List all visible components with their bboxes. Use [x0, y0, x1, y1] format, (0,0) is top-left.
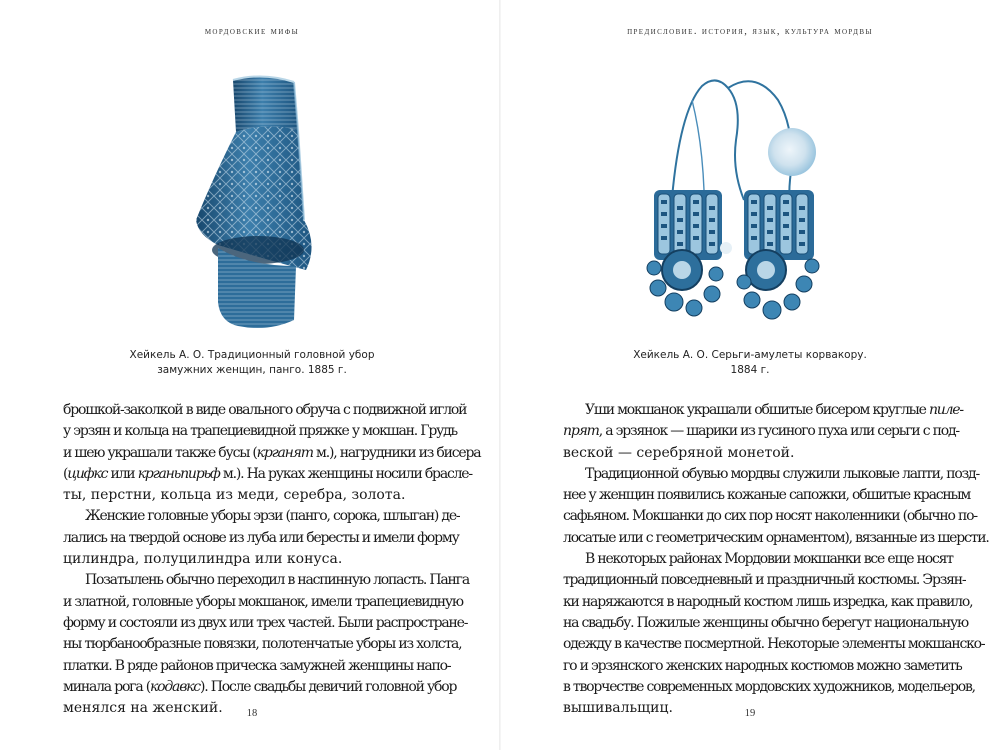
text-line: ны тюрбанообразные повязки, полотенчатые уборы из холста,	[63, 636, 462, 653]
figure-caption-left	[0, 348, 504, 378]
text-line: лались на твердой основе из луба или бересты и имели форму	[63, 529, 459, 546]
italic-term: цифкс	[67, 465, 108, 482]
page-number-right: 19	[744, 708, 756, 719]
text-line: цилиндра, полуцилиндра или конуса.	[63, 551, 343, 568]
headdress-illustration	[178, 70, 338, 340]
text-line: Женские головные уборы эрзи (панго, сорока, шлыган) де-	[85, 508, 460, 525]
caption-line: Хейкель А. О. Традиционный головной убор	[129, 349, 375, 361]
text-line: лосатые или с геометрическим орнаментом), вязанные из шерсти.	[563, 529, 989, 546]
caption-line: 1884 г.	[730, 364, 770, 376]
text-line: минала рога (кодавкс). После свадьбы девичий головной убор	[63, 678, 457, 695]
text-line: нее у женщин появились кожаные сапожки, обшитые красным	[563, 487, 971, 504]
text-line: форму и состояли из двух или трех частей. Были распростране-	[63, 614, 468, 631]
page-number-left: 18	[246, 708, 258, 719]
italic-term: кодавкс	[149, 678, 200, 695]
right-page	[500, 0, 1000, 750]
figure-earrings	[500, 70, 1000, 340]
text-line: на свадьбу. Пожилые женщины обычно берегут национальную	[563, 614, 968, 631]
italic-term: крганят	[256, 444, 313, 461]
italic-term: крганьпирьф	[137, 465, 220, 482]
text-line: у эрзян и кольца на трапециевидной пряжке у мокшан. Грудь	[63, 423, 457, 440]
text-line: сафьяном. Мокшанки до сих пор носят наколенники (обычно по-	[563, 508, 977, 525]
figure-caption-right	[500, 348, 1000, 378]
running-head-right: предисловие. история, язык, культура мордвы	[627, 26, 873, 37]
text-line: Позатылень обычно переходил в наспинную лопасть. Панга	[85, 572, 469, 589]
text-line: одежду в качестве посмертной. Некоторые элементы мокшанско-	[563, 636, 985, 653]
text-line: ты, перстни, кольца из меди, серебра, золота.	[63, 487, 406, 504]
italic-term: прят	[563, 423, 599, 440]
text-line: В некоторых районах Мордовии мокшанки все еще носят	[585, 551, 953, 568]
text-line: веской — серебряной монетой.	[563, 444, 795, 461]
earrings-illustration	[632, 70, 832, 340]
text-line: ки наряжаются в народный костюм лишь изредка, как правило,	[563, 593, 973, 610]
text-line: менялся на женский.	[63, 700, 223, 717]
caption-line: Хейкель А. О. Серьги-амулеты корвакору.	[633, 349, 867, 361]
text-line: вышивальщиц.	[563, 700, 673, 717]
text-line: брошкой-заколкой в виде овального обруча с подвижной иглой	[63, 402, 467, 418]
text-line: Традиционной обувью мордвы служили лыковые лапти, позд-	[585, 465, 979, 482]
text-line: в творчестве современных мордовских художников, модельеров,	[563, 678, 975, 695]
running-head-left: мордовские мифы	[204, 26, 300, 37]
text-line: и злaтной, головные уборы мокшанок, имели трапециевидную	[63, 593, 463, 610]
text-line: (цифкс или крганьпирьф м.). На руках женщины носили брасле-	[63, 465, 472, 482]
body-text-right	[563, 400, 989, 719]
text-line: Уши мокшанок украшали обшитые бисером круглые пиле-	[585, 402, 963, 418]
text-line: и шею украшали также бусы (крганят м.), нагрудники из бисера	[63, 444, 481, 461]
text-line: традиционный повседневный и праздничный костюмы. Эрзян-	[563, 572, 966, 589]
text-line: платки. В ряде районов прическа замужней женщины напо-	[63, 657, 451, 674]
caption-line: замужних женщин, панго. 1885 г.	[157, 364, 347, 376]
figure-headdress	[0, 70, 500, 340]
text-line: прят, а эрзянок — шарики из гусиного пуха или серьги с под-	[563, 423, 959, 440]
italic-term: пиле-	[928, 402, 963, 418]
body-text-left	[63, 400, 481, 719]
text-line: го и эрзянского женских народных костюмов можно заметить	[563, 657, 962, 674]
